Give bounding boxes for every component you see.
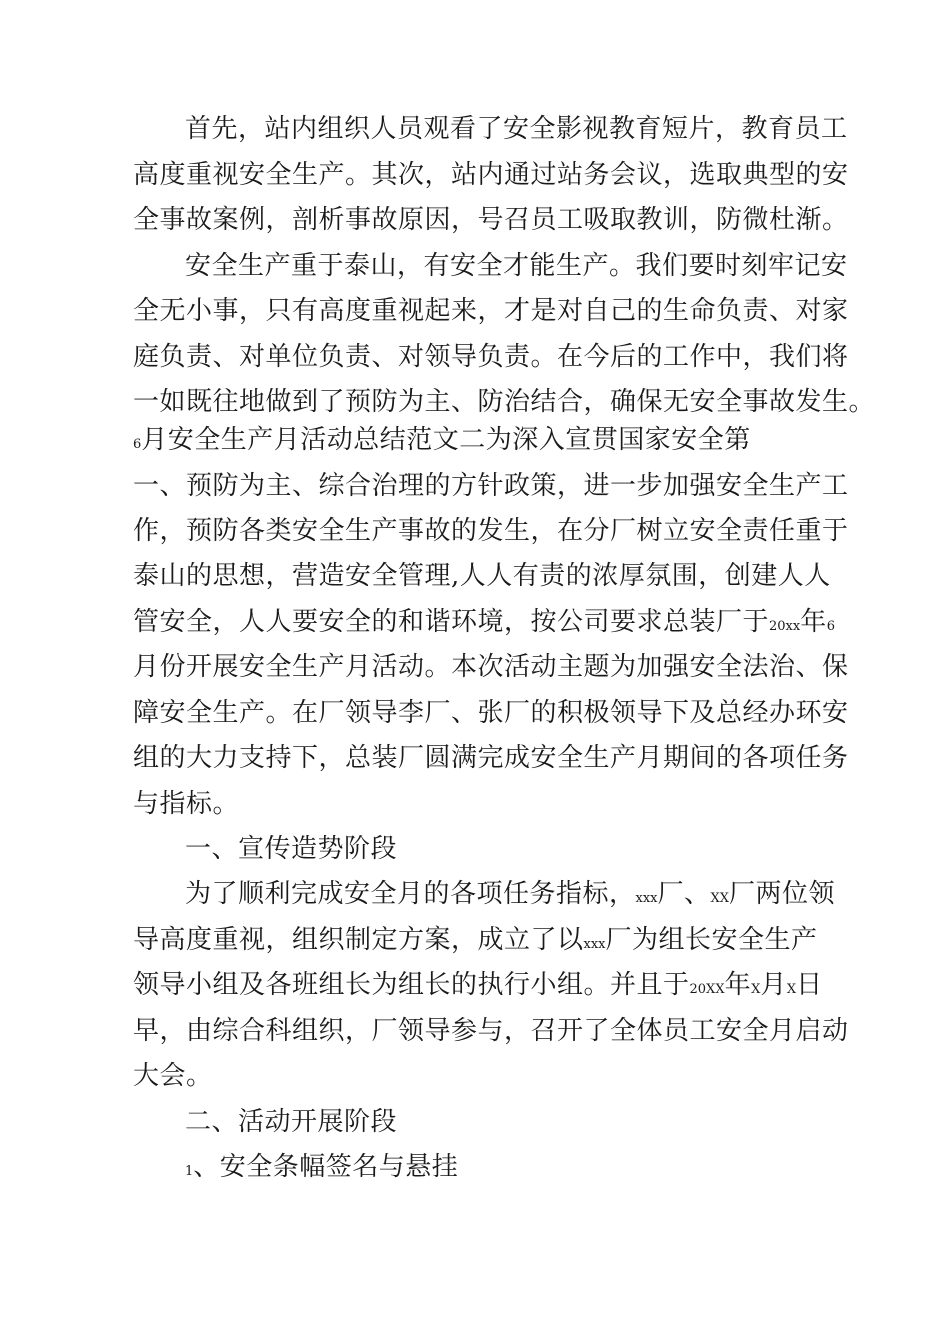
section-title-text: 月安全生产月活动总结范文二为深入宣贯国家安全第: [141, 425, 751, 455]
paragraph-4-line-4: 早，由综合科组织，厂领导参与，召开了全体员工安全月启动: [133, 1016, 849, 1046]
paragraph-3-line-2: 作，预防各类安全生产事故的发生，在分厂树立安全责任重于: [133, 516, 849, 546]
heading-propaganda-stage: 一、宣传造势阶段: [185, 834, 398, 864]
paragraph-4-line-1-text: 为了顺利完成安全月的各项任务指标，: [185, 879, 636, 909]
section-title: [133, 424, 751, 461]
date-year-placeholder: 20XX: [689, 982, 725, 997]
paragraph-4-line-2: [133, 924, 818, 961]
paragraph-2-line-1: 安全生产重于泰山，有安全才能生产。我们要时刻牢记安: [185, 251, 848, 281]
paragraph-2-line-4: 一如既往地做到了预防为主、防治结合，确保无安全事故发生。: [133, 387, 876, 417]
paragraph-1-line-1: 首先，站内组织人员观看了安全影视教育短片，教育员工: [185, 114, 848, 144]
paragraph-3-line-5: 月份开展安全生产月活动。本次活动主题为加强安全法治、保: [133, 652, 849, 682]
paragraph-2-line-2: 全无小事，只有高度重视起来，才是对自己的生命负责、对家: [133, 296, 849, 326]
paragraph-4-line-3-text: 领导小组及各班组长为组长的执行小组。并且于: [133, 970, 690, 1000]
paragraph-4-line-2-text: 导高度重视，组织制定方案，成立了以: [133, 925, 584, 955]
month-number: 6: [826, 619, 836, 634]
paragraph-4-line-5: 大会。: [133, 1061, 213, 1091]
paragraph-4-line-2-tail: 厂为组长安全生产: [605, 925, 818, 955]
paragraph-4-line-3: [133, 969, 823, 1006]
paragraph-3-line-8: 与指标。: [133, 789, 240, 819]
name-placeholder-2: XX: [710, 891, 730, 906]
factory-suffix-1: 厂、: [657, 879, 711, 909]
paragraph-3-line-3: 泰山的思想，营造安全管理,人人有责的浓厚氛围，创建人人: [133, 561, 831, 591]
paragraph-3-line-4-text: 管安全，人人要安全的和谐环境，按公司要求总装厂于: [133, 607, 770, 637]
item-1-number: 1: [185, 1164, 194, 1179]
item-1-text: 、安全条幅签名与悬挂: [193, 1152, 459, 1182]
paragraph-3-line-1: 一、预防为主、综合治理的方针政策，进一步加强安全生产工: [133, 471, 849, 501]
section-title-number: 6: [133, 437, 142, 452]
year-suffix: 年: [800, 607, 827, 637]
paragraph-3-line-6: 障安全生产。在厂领导李厂、张厂的积极领导下及总经办环安: [133, 698, 849, 728]
paragraph-2-line-3: 庭负责、对单位负责、对领导负责。在今后的工作中，我们将: [133, 342, 849, 372]
item-1: [185, 1151, 458, 1188]
date-day-suffix: 日: [796, 970, 823, 1000]
date-year-suffix: 年: [724, 970, 752, 1000]
paragraph-4-line-1: [185, 878, 835, 915]
paragraph-3-line-7: 组的大力支持下，总装厂圆满完成安全生产月期间的各项任务: [133, 743, 849, 773]
date-month-placeholder: X: [751, 982, 761, 997]
date-month-suffix: 月: [760, 970, 787, 1000]
heading-activity-stage: 二、活动开展阶段: [185, 1107, 398, 1137]
factory-suffix-2: 厂两位领: [729, 879, 836, 909]
paragraph-3-line-4: [133, 606, 835, 643]
name-placeholder-3: xxx: [583, 937, 606, 952]
year-placeholder: 20xx: [769, 619, 801, 634]
date-day-placeholder: X: [786, 982, 797, 997]
name-placeholder-1: xxx: [635, 891, 658, 906]
paragraph-1-line-2: 高度重视安全生产。其次，站内通过站务会议，选取典型的安: [133, 160, 849, 190]
paragraph-1-line-3: 全事故案例，剖析事故原因，号召员工吸取教训，防微杜渐。: [133, 205, 849, 235]
